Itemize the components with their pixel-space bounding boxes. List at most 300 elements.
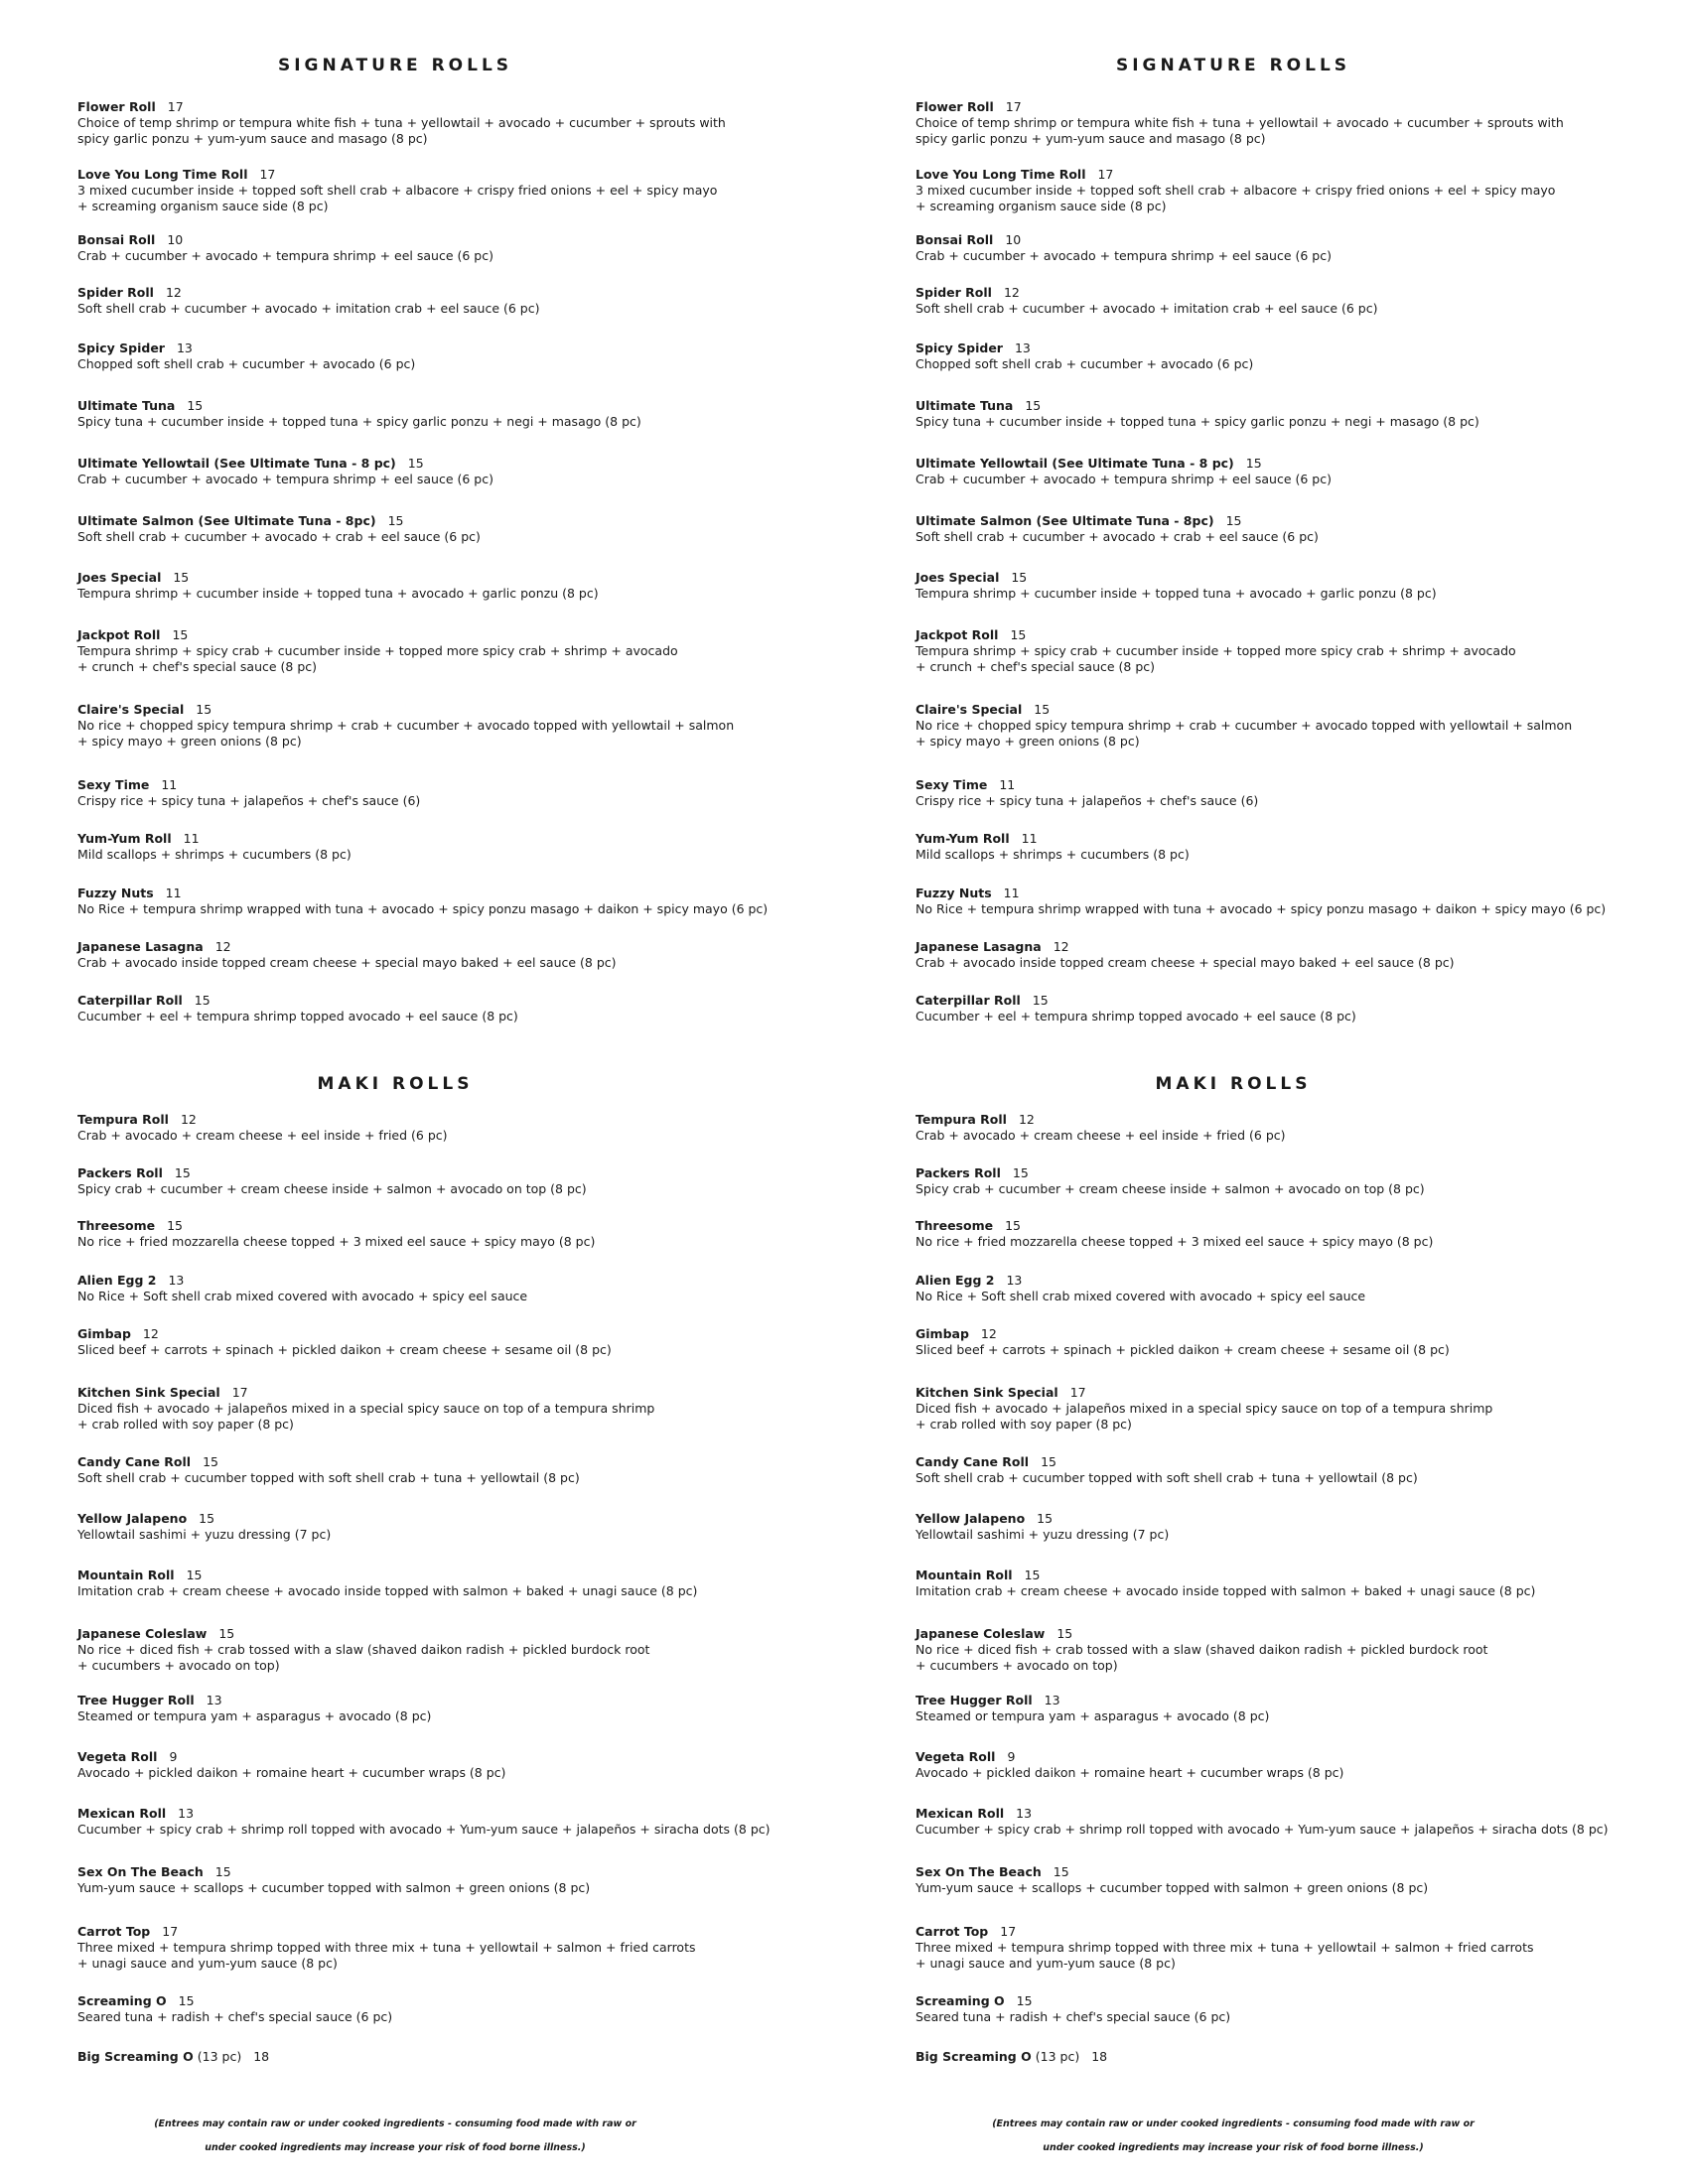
- menu-item-price: 18: [1091, 2049, 1108, 2064]
- menu-item-name: Tempura Roll: [77, 1112, 169, 1127]
- menu-item-description: Yum-yum sauce + scallops + cucumber topped with salmon + green onions (8 pc): [77, 1880, 591, 1895]
- menu-item-price: 15: [218, 1626, 235, 1641]
- menu-item-name: Jackpot Roll: [77, 627, 161, 642]
- menu-item: [77, 831, 862, 863]
- menu-item-description: No rice + diced fish + crab tossed with a slaw (shaved daikon radish + pickled burdock root + cucumbers + avocado on top): [915, 1642, 1488, 1673]
- menu-item-header: [915, 99, 1688, 115]
- menu-item-price: 17: [1097, 167, 1114, 182]
- menu-item: [915, 1511, 1688, 1543]
- menu-item-name: Packers Roll: [77, 1165, 163, 1180]
- menu-item-description: Soft shell crab + cucumber + avocado + crab + eel sauce (6 pc): [77, 529, 481, 544]
- menu-item: [915, 2049, 1688, 2065]
- raw-food-disclaimer: [77, 2113, 713, 2160]
- menu-item: [77, 2049, 862, 2065]
- menu-item-header: [915, 456, 1688, 472]
- menu-item-description: Avocado + pickled daikon + romaine heart + cucumber wraps (8 pc): [77, 1765, 506, 1780]
- menu-item-header: [77, 167, 862, 183]
- menu-item: [915, 1273, 1688, 1304]
- menu-item: [915, 1326, 1688, 1358]
- menu-item-header: [77, 1693, 862, 1708]
- menu-item-name: Claire's Special: [77, 702, 185, 717]
- menu-item: [915, 99, 1688, 147]
- menu-item-header: [77, 1454, 862, 1470]
- menu-item: [77, 513, 862, 545]
- menu-item-name: Vegeta Roll: [915, 1749, 996, 1764]
- menu-item-description: No rice + chopped spicy tempura shrimp + crab + cucumber + avocado topped with yellowtail + salmon + spicy mayo + green onions (8 pc): [77, 718, 735, 749]
- menu-item-description: Diced fish + avocado + jalapeños mixed in a special spicy sauce on top of a tempura shrimp + crab rolled with soy paper (8 pc): [77, 1401, 655, 1432]
- menu-item-header: [77, 939, 862, 955]
- menu-item-header: [915, 1273, 1688, 1289]
- menu-item: [915, 1454, 1688, 1486]
- menu-item-description: Crab + avocado + cream cheese + eel inside + fried (6 pc): [77, 1128, 448, 1143]
- menu-item-price: 15: [172, 627, 189, 642]
- disclaimer-line: (Entrees may contain raw or under cooked ingredients - consuming food made with raw or: [154, 2118, 636, 2129]
- menu-item: [77, 1112, 862, 1144]
- menu-item: [77, 886, 862, 917]
- menu-item-name: Japanese Lasagna: [77, 939, 204, 954]
- menu-item: [77, 1326, 862, 1358]
- menu-item-price: 13: [206, 1693, 222, 1707]
- menu-item-price: 15: [1041, 1454, 1056, 1469]
- menu-item-price: 12: [142, 1326, 159, 1341]
- menu-item-description: 3 mixed cucumber inside + topped soft shell crab + albacore + crispy fried onions + eel + spicy mayo + screaming organism sauce side (8 pc): [77, 183, 718, 213]
- menu-item-description: Soft shell crab + cucumber topped with soft shell crab + tuna + yellowtail (8 pc): [915, 1470, 1418, 1485]
- menu-item-price: 15: [187, 398, 204, 413]
- menu-item-name: Sexy Time: [77, 777, 150, 792]
- menu-item-price: 11: [1021, 831, 1038, 846]
- menu-item-price: 15: [1010, 627, 1027, 642]
- menu-item-name: Candy Cane Roll: [915, 1454, 1030, 1469]
- menu-item-name: Love You Long Time Roll: [915, 167, 1086, 182]
- menu-item: [915, 1165, 1688, 1197]
- menu-item-price: 17: [162, 1924, 179, 1939]
- menu-item-header: [77, 831, 862, 847]
- menu-item-header: [77, 285, 862, 301]
- menu-item-header: [77, 99, 862, 115]
- menu-item-header: [77, 1864, 862, 1880]
- menu-item-header: [915, 1511, 1688, 1527]
- menu-item-header: [915, 1112, 1688, 1128]
- menu-item: [77, 1511, 862, 1543]
- menu-item-name: Threesome: [915, 1218, 994, 1233]
- menu-item-name: Sex On The Beach: [77, 1864, 204, 1879]
- menu-item-description: Crispy rice + spicy tuna + jalapeños + chef's sauce (6): [915, 793, 1259, 808]
- menu-item-name: Tempura Roll: [915, 1112, 1007, 1127]
- menu-item-header: [915, 627, 1688, 643]
- menu-item-price: 11: [165, 886, 182, 900]
- menu-item-price: 13: [1044, 1693, 1060, 1707]
- maki-rolls-section: [915, 1074, 1688, 2064]
- menu-item-price: 15: [214, 1864, 231, 1879]
- menu-item-header: [915, 1218, 1688, 1234]
- menu-item-header: [915, 1165, 1688, 1181]
- menu-item-name: Alien Egg 2: [77, 1273, 157, 1288]
- menu-item-name: Screaming O: [77, 1993, 167, 2008]
- menu-item-price: 15: [1024, 1568, 1041, 1582]
- menu-item-header: [915, 1693, 1688, 1708]
- menu-item-price: 15: [1034, 702, 1051, 717]
- menu-item-price: 12: [180, 1112, 197, 1127]
- menu-item: [77, 993, 862, 1024]
- menu-item-name: Yellow Jalapeno: [915, 1511, 1026, 1526]
- menu-item-name: Tree Hugger Roll: [915, 1693, 1033, 1707]
- menu-item-name: Caterpillar Roll: [77, 993, 183, 1008]
- menu-item-price: 12: [214, 939, 231, 954]
- menu-item-description: Avocado + pickled daikon + romaine heart + cucumber wraps (8 pc): [915, 1765, 1344, 1780]
- menu-item: [77, 341, 862, 372]
- menu-item-description: Soft shell crab + cucumber + avocado + imitation crab + eel sauce (6 pc): [915, 301, 1378, 316]
- menu-item-header: [915, 1924, 1688, 1940]
- maki-rolls-section: [77, 1074, 872, 2064]
- menu-item-price: 13: [178, 1806, 195, 1821]
- menu-item-description: Tempura shrimp + cucumber inside + topped tuna + avocado + garlic ponzu (8 pc): [77, 586, 599, 601]
- menu-item-description: Steamed or tempura yam + asparagus + avocado (8 pc): [915, 1708, 1270, 1723]
- menu-item: [77, 1454, 862, 1486]
- menu-item-price: 17: [167, 99, 184, 114]
- menu-item: [915, 1385, 1688, 1433]
- menu-item-description: Chopped soft shell crab + cucumber + avocado (6 pc): [77, 356, 416, 371]
- menu-item-name: Kitchen Sink Special: [915, 1385, 1058, 1400]
- menu-item-header: [915, 232, 1688, 248]
- menu-item-price: 17: [231, 1385, 248, 1400]
- menu-item: [77, 1864, 862, 1896]
- menu-item-price: 12: [1018, 1112, 1035, 1127]
- menu-item-price: 11: [161, 777, 178, 792]
- menu-item-piece-count: (13 pc): [197, 2049, 242, 2064]
- menu-item-name: Yum-Yum Roll: [77, 831, 172, 846]
- menu-item-description: 3 mixed cucumber inside + topped soft shell crab + albacore + crispy fried onions + eel + spicy mayo + screaming organism sauce side (8 pc): [915, 183, 1556, 213]
- menu-item-price: 15: [1037, 1511, 1054, 1526]
- menu-item: [77, 1626, 862, 1674]
- menu-item-name: Alien Egg 2: [915, 1273, 995, 1288]
- menu-item: [915, 1806, 1688, 1838]
- menu-item-name: Flower Roll: [77, 99, 156, 114]
- menu-item: [915, 1218, 1688, 1250]
- menu-item-description: Tempura shrimp + spicy crab + cucumber inside + topped more spicy crab + shrimp + avocado + crunch + chef's special sauce (8 pc): [915, 643, 1516, 674]
- menu-item: [77, 1385, 862, 1433]
- menu-item-piece-count: (13 pc): [1035, 2049, 1080, 2064]
- menu-item-description: Soft shell crab + cucumber topped with soft shell crab + tuna + yellowtail (8 pc): [77, 1470, 580, 1485]
- menu-item-name: Gimbap: [77, 1326, 131, 1341]
- menu-item-description: Seared tuna + radish + chef's special sauce (6 pc): [915, 2009, 1231, 2024]
- menu-item-price: 12: [980, 1326, 997, 1341]
- section-title: SIGNATURE ROLLS: [277, 56, 513, 75]
- menu-item-price: 11: [183, 831, 200, 846]
- menu-item-price: 15: [174, 1165, 191, 1180]
- menu-item-price: 13: [1016, 1806, 1033, 1821]
- menu-item-header: [77, 1165, 862, 1181]
- menu-item: [77, 285, 862, 317]
- menu-item-price: 15: [178, 1993, 195, 2008]
- menu-item-name: Flower Roll: [915, 99, 994, 114]
- menu-item-price: 9: [1007, 1749, 1016, 1764]
- menu-item-name: Spicy Spider: [915, 341, 1003, 355]
- menu-item-header: [77, 702, 862, 718]
- menu-item-name: Packers Roll: [915, 1165, 1001, 1180]
- menu-item-name: Carrot Top: [915, 1924, 989, 1939]
- menu-item-description: Mild scallops + shrimps + cucumbers (8 pc): [915, 847, 1190, 862]
- menu-item: [915, 513, 1688, 545]
- menu-item-description: Crab + cucumber + avocado + tempura shrimp + eel sauce (6 pc): [77, 248, 493, 263]
- menu-item: [77, 1218, 862, 1250]
- menu-item-price: 13: [168, 1273, 185, 1288]
- menu-item-description: Sliced beef + carrots + spinach + pickled daikon + cream cheese + sesame oil (8 pc): [915, 1342, 1450, 1357]
- menu-item-name: Ultimate Tuna: [915, 398, 1014, 413]
- menu-item-price: 15: [1011, 570, 1028, 585]
- menu-item-name: Yum-Yum Roll: [915, 831, 1010, 846]
- menu-item-header: [915, 831, 1688, 847]
- menu-item-description: Crab + avocado inside topped cream cheese + special mayo baked + eel sauce (8 pc): [915, 955, 1455, 970]
- menu-item: [77, 1806, 862, 1838]
- menu-item-header: [915, 1864, 1688, 1880]
- menu-item-description: Crab + cucumber + avocado + tempura shrimp + eel sauce (6 pc): [915, 248, 1332, 263]
- menu-item-price: 12: [1053, 939, 1069, 954]
- signature-rolls-section: [915, 56, 1688, 1024]
- menu-item-description: Crab + avocado + cream cheese + eel inside + fried (6 pc): [915, 1128, 1286, 1143]
- menu-item-header: [77, 570, 862, 586]
- menu-item: [915, 341, 1688, 372]
- menu-item-header: [77, 456, 862, 472]
- menu-item-header: [915, 1993, 1688, 2009]
- menu-item-price: 15: [199, 1511, 215, 1526]
- menu-item: [77, 1693, 862, 1724]
- menu-item-price: 10: [167, 232, 184, 247]
- menu-item-price: 17: [259, 167, 276, 182]
- menu-item-name: Mountain Roll: [915, 1568, 1013, 1582]
- menu-item: [915, 1112, 1688, 1144]
- menu-item-price: 17: [1000, 1924, 1017, 1939]
- menu-item-price: 15: [203, 1454, 218, 1469]
- menu-item-name: Bonsai Roll: [915, 232, 994, 247]
- menu-item-description: No Rice + tempura shrimp wrapped with tuna + avocado + spicy ponzu masago + daikon + spicy mayo (6 pc): [77, 901, 769, 916]
- menu-item-header: [77, 1749, 862, 1765]
- menu-item: [77, 627, 862, 675]
- menu-item: [77, 99, 862, 147]
- menu-item-description: Crab + cucumber + avocado + tempura shrimp + eel sauce (6 pc): [915, 472, 1332, 486]
- menu-item-name: Ultimate Yellowtail (See Ultimate Tuna - 8 pc): [915, 456, 1234, 471]
- menu-item-description: Yellowtail sashimi + yuzu dressing (7 pc): [77, 1527, 332, 1542]
- menu-item-description: Spicy tuna + cucumber inside + topped tuna + spicy garlic ponzu + negi + masago (8 pc): [77, 414, 641, 429]
- menu-item-description: Seared tuna + radish + chef's special sauce (6 pc): [77, 2009, 393, 2024]
- menu-item: [77, 167, 862, 214]
- menu-item-name: Gimbap: [915, 1326, 969, 1341]
- menu-item-description: Cucumber + spicy crab + shrimp roll topped with avocado + Yum-yum sauce + jalapeños + siracha dots (8 pc): [77, 1822, 771, 1837]
- menu-item: [77, 702, 862, 750]
- menu-item-price: 15: [1056, 1626, 1073, 1641]
- menu-item-price: 10: [1005, 232, 1022, 247]
- menu-item-header: [77, 1511, 862, 1527]
- menu-item-header: [77, 341, 862, 356]
- menu-item-description: Soft shell crab + cucumber + avocado + imitation crab + eel sauce (6 pc): [77, 301, 540, 316]
- menu-item-description: Crab + cucumber + avocado + tempura shrimp + eel sauce (6 pc): [77, 472, 493, 486]
- menu-item-name: Kitchen Sink Special: [77, 1385, 220, 1400]
- disclaimer-line: under cooked ingredients may increase your risk of food borne illness.): [205, 2142, 586, 2153]
- menu-item: [77, 1273, 862, 1304]
- menu-item-name: Carrot Top: [77, 1924, 151, 1939]
- menu-item-name: Vegeta Roll: [77, 1749, 158, 1764]
- menu-item-price: 15: [1245, 456, 1262, 471]
- menu-item-header: [915, 702, 1688, 718]
- menu-item-price: 15: [1225, 513, 1242, 528]
- menu-item-name: Spicy Spider: [77, 341, 165, 355]
- menu-item-description: No rice + chopped spicy tempura shrimp + crab + cucumber + avocado topped with yellowtail + salmon + spicy mayo + green onions (8 pc): [915, 718, 1573, 749]
- menu-item: [915, 1693, 1688, 1724]
- menu-item-name: Mexican Roll: [915, 1806, 1005, 1821]
- menu-item: [915, 777, 1688, 809]
- menu-item-header: [77, 886, 862, 901]
- menu-item-header: [77, 1568, 862, 1583]
- menu-item-price: 15: [1032, 993, 1049, 1008]
- menu-item-name: Love You Long Time Roll: [77, 167, 248, 182]
- menu-item-name: Joes Special: [915, 570, 1000, 585]
- menu-item-name: Mountain Roll: [77, 1568, 175, 1582]
- menu-item: [77, 1749, 862, 1781]
- menu-item-header: [77, 232, 862, 248]
- menu-item: [915, 1568, 1688, 1599]
- menu-item-description: Steamed or tempura yam + asparagus + avocado (8 pc): [77, 1708, 432, 1723]
- menu-item: [77, 398, 862, 430]
- section-title: MAKI ROLLS: [1155, 1074, 1312, 1094]
- menu-item-header: [915, 2049, 1688, 2065]
- menu-item-name: Ultimate Yellowtail (See Ultimate Tuna - 8 pc): [77, 456, 396, 471]
- menu-item-name: Bonsai Roll: [77, 232, 156, 247]
- menu-item-description: Crispy rice + spicy tuna + jalapeños + chef's sauce (6): [77, 793, 421, 808]
- menu-item-header: [77, 2049, 862, 2065]
- menu-item-price: 17: [1069, 1385, 1086, 1400]
- menu-item-header: [915, 513, 1688, 529]
- menu-item-header: [915, 777, 1688, 793]
- menu-item: [915, 1924, 1688, 1972]
- menu-item-description: Choice of temp shrimp or tempura white fish + tuna + yellowtail + avocado + cucumber + sprouts with spicy garlic ponzu + yum-yum sauce and masago (8 pc): [77, 115, 726, 146]
- menu-item-price: 11: [1003, 886, 1020, 900]
- menu-item-name: Ultimate Tuna: [77, 398, 176, 413]
- menu-item-name: Ultimate Salmon (See Ultimate Tuna - 8pc): [77, 513, 376, 528]
- menu-item-header: [77, 777, 862, 793]
- menu-item-header: [77, 1924, 862, 1940]
- menu-item-name: Screaming O: [915, 1993, 1005, 2008]
- menu-item-header: [77, 627, 862, 643]
- menu-item-name: Sexy Time: [915, 777, 988, 792]
- menu-item-price: 18: [253, 2049, 270, 2064]
- menu-item-price: 12: [165, 285, 182, 300]
- menu-item-price: 17: [1005, 99, 1022, 114]
- menu-item-name: Fuzzy Nuts: [77, 886, 154, 900]
- menu-item: [915, 1749, 1688, 1781]
- menu-item: [915, 939, 1688, 971]
- menu-item-description: Diced fish + avocado + jalapeños mixed in a special spicy sauce on top of a tempura shrimp + crab rolled with soy paper (8 pc): [915, 1401, 1493, 1432]
- signature-rolls-section: [77, 56, 872, 1024]
- menu-item-header: [915, 886, 1688, 901]
- menu-item-description: Choice of temp shrimp or tempura white fish + tuna + yellowtail + avocado + cucumber + sprouts with spicy garlic ponzu + yum-yum sauce and masago (8 pc): [915, 115, 1564, 146]
- section-title: MAKI ROLLS: [317, 1074, 474, 1094]
- menu-item-name: Japanese Coleslaw: [915, 1626, 1046, 1641]
- menu-item: [77, 1165, 862, 1197]
- menu-item-header: [77, 1806, 862, 1822]
- menu-item-name: Japanese Lasagna: [915, 939, 1042, 954]
- menu-item-description: Spicy tuna + cucumber inside + topped tuna + spicy garlic ponzu + negi + masago (8 pc): [915, 414, 1479, 429]
- menu-item-header: [77, 1112, 862, 1128]
- menu-item-header: [77, 513, 862, 529]
- menu-item-price: 15: [1053, 1864, 1069, 1879]
- menu-item: [77, 232, 862, 264]
- menu-item-description: No Rice + Soft shell crab mixed covered with avocado + spicy eel sauce: [77, 1289, 528, 1303]
- menu-item-description: Tempura shrimp + spicy crab + cucumber inside + topped more spicy crab + shrimp + avocado + crunch + chef's special sauce (8 pc): [77, 643, 678, 674]
- menu-item-header: [77, 993, 862, 1009]
- menu-item-header: [915, 285, 1688, 301]
- menu-item-header: [77, 1326, 862, 1342]
- menu-item-header: [915, 1806, 1688, 1822]
- menu-item-header: [915, 1385, 1688, 1401]
- menu-item-name: Spider Roll: [915, 285, 992, 300]
- menu-item: [77, 939, 862, 971]
- menu-item-header: [915, 1626, 1688, 1642]
- menu-item-header: [915, 939, 1688, 955]
- menu-item-name: Tree Hugger Roll: [77, 1693, 195, 1707]
- menu-item-name: Claire's Special: [915, 702, 1023, 717]
- menu-item-name: Candy Cane Roll: [77, 1454, 192, 1469]
- menu-item-description: Cucumber + eel + tempura shrimp topped avocado + eel sauce (8 pc): [77, 1009, 518, 1024]
- menu-item-header: [77, 1626, 862, 1642]
- menu-item: [77, 1924, 862, 1972]
- menu-item-header: [915, 1326, 1688, 1342]
- menu-item-description: Sliced beef + carrots + spinach + pickled daikon + cream cheese + sesame oil (8 pc): [77, 1342, 612, 1357]
- menu-item-price: 11: [999, 777, 1016, 792]
- menu-item-price: 15: [1016, 1993, 1033, 2008]
- menu-item-price: 15: [407, 456, 424, 471]
- menu-item-name: Spider Roll: [77, 285, 154, 300]
- menu-item-description: Spicy crab + cucumber + cream cheese inside + salmon + avocado on top (8 pc): [915, 1181, 1425, 1196]
- menu-item: [915, 398, 1688, 430]
- menu-item: [77, 1993, 862, 2025]
- menu-item-header: [77, 1385, 862, 1401]
- menu-item-description: Cucumber + spicy crab + shrimp roll topped with avocado + Yum-yum sauce + jalapeños + siracha dots (8 pc): [915, 1822, 1609, 1837]
- menu-item-header: [915, 1568, 1688, 1583]
- menu-item-description: Chopped soft shell crab + cucumber + avocado (6 pc): [915, 356, 1254, 371]
- menu-item-description: Crab + avocado inside topped cream cheese + special mayo baked + eel sauce (8 pc): [77, 955, 617, 970]
- menu-item-price: 15: [1012, 1165, 1029, 1180]
- menu-item: [77, 456, 862, 487]
- menu-item-price: 12: [1003, 285, 1020, 300]
- menu-item-description: No rice + diced fish + crab tossed with a slaw (shaved daikon radish + pickled burdock root + cucumbers + avocado on top): [77, 1642, 650, 1673]
- menu-item-price: 13: [1014, 341, 1031, 355]
- menu-item-header: [915, 570, 1688, 586]
- menu-item-description: No rice + fried mozzarella cheese topped + 3 mixed eel sauce + spicy mayo (8 pc): [915, 1234, 1434, 1249]
- menu-item-header: [915, 1749, 1688, 1765]
- menu-item-header: [915, 167, 1688, 183]
- menu-item-name: Joes Special: [77, 570, 162, 585]
- menu-item: [77, 1568, 862, 1599]
- menu-item-description: Cucumber + eel + tempura shrimp topped avocado + eel sauce (8 pc): [915, 1009, 1356, 1024]
- menu-item-name: Big Screaming O: [915, 2049, 1032, 2064]
- menu-item: [77, 777, 862, 809]
- menu-item-description: Three mixed + tempura shrimp topped with three mix + tuna + yellowtail + salmon + fried carrots + unagi sauce and yum-yum sauce (8 pc): [77, 1940, 696, 1971]
- menu-item-name: Sex On The Beach: [915, 1864, 1042, 1879]
- menu-item: [915, 886, 1688, 917]
- menu-item-description: No rice + fried mozzarella cheese topped + 3 mixed eel sauce + spicy mayo (8 pc): [77, 1234, 596, 1249]
- menu-item-name: Caterpillar Roll: [915, 993, 1021, 1008]
- menu-item: [915, 627, 1688, 675]
- menu-item-name: Threesome: [77, 1218, 156, 1233]
- menu-item-price: 9: [169, 1749, 178, 1764]
- menu-item-description: Imitation crab + cream cheese + avocado inside topped with salmon + baked + unagi sauce (8 pc): [77, 1583, 698, 1598]
- menu-item-name: Yellow Jalapeno: [77, 1511, 188, 1526]
- menu-item: [915, 1626, 1688, 1674]
- menu-item-description: Tempura shrimp + cucumber inside + topped tuna + avocado + garlic ponzu (8 pc): [915, 586, 1437, 601]
- menu-item-description: Soft shell crab + cucumber + avocado + crab + eel sauce (6 pc): [915, 529, 1319, 544]
- menu-item-name: Mexican Roll: [77, 1806, 167, 1821]
- menu-item-name: Ultimate Salmon (See Ultimate Tuna - 8pc): [915, 513, 1214, 528]
- menu-item-header: [77, 1218, 862, 1234]
